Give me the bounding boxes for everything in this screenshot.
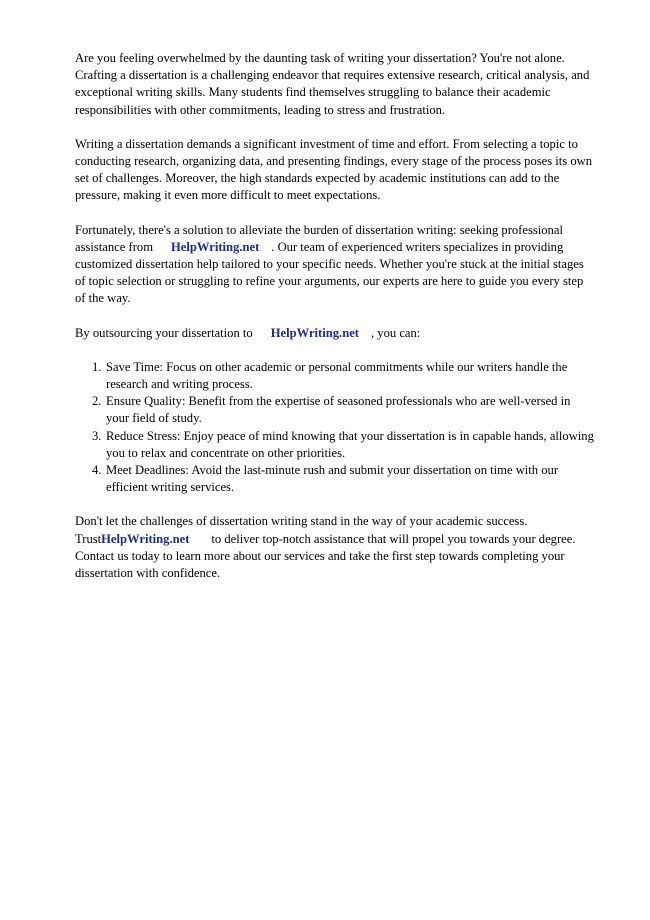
- paragraph-outsourcing: [75, 325, 595, 342]
- list-item: Ensure Quality: Benefit from the expertise of seasoned professionals who are well-versed in your field of study.: [106, 394, 571, 426]
- paragraph-solution-text-before: Fortunately, there's a solution to alleviate the burden of dissertation writing: seeking professional assistance from: [75, 222, 563, 254]
- list-item: Reduce Stress: Enjoy peace of mind knowing that your dissertation is in capable hands, allowing you to relax and concentrate on other priorities.: [106, 428, 594, 460]
- helpwriting-link-3[interactable]: HelpWriting.net: [101, 531, 190, 546]
- benefits-list: [75, 359, 595, 497]
- paragraph-solution-text-after: . Our team of experienced writers specializes in providing customized dissertation help tailored to your specific needs. Whether you're stuck at the initial stages of topic selection or struggling to refine your arguments, our experts are here to guide you every step of the way.: [75, 239, 584, 306]
- helpwriting-link-1[interactable]: HelpWriting.net: [171, 239, 260, 254]
- paragraph-closing-text-before: Don't let the challenges of dissertation writing stand in the way of your academic success. Trust: [75, 514, 528, 546]
- list-item: Save Time: Focus on other academic or personal commitments while our writers handle the research and writing process.: [106, 359, 568, 392]
- paragraph-outsourcing-text-after: , you can:: [370, 325, 421, 340]
- paragraph-closing-text-after: to deliver top-notch assistance that will propel you towards your degree. Contact us today to learn more about our services and take the first step towards completing your dissertation with confidence.: [75, 531, 576, 581]
- list-item: Meet Deadlines: Avoid the last-minute rush and submit your dissertation on time with our efficient writing services.: [106, 463, 559, 495]
- paragraph-intro: Are you feeling overwhelmed by the daunting task of writing your dissertation? You're not alone. Crafting a dissertation is a challenging endeavor that requires extensive research, critical analysis, and exceptional writing skills. Many students find themselves struggling to balance their academic responsibilities with other commitments, leading to stress and frustration.: [75, 51, 590, 117]
- document-body: [75, 50, 595, 582]
- paragraph-closing: [75, 513, 595, 582]
- helpwriting-link-2[interactable]: HelpWriting.net: [270, 325, 359, 340]
- paragraph-outsourcing-text-before: By outsourcing your dissertation to: [75, 325, 253, 340]
- paragraph-solution: [75, 222, 595, 308]
- paragraph-demands: Writing a dissertation demands a significant investment of time and effort. From selecting a topic to conducting research, organizing data, and presenting findings, every stage of the process poses its own set of challenges. Moreover, the high standards expected by academic institutions can add to the pressure, making it even more difficult to meet expectations.: [75, 136, 593, 203]
